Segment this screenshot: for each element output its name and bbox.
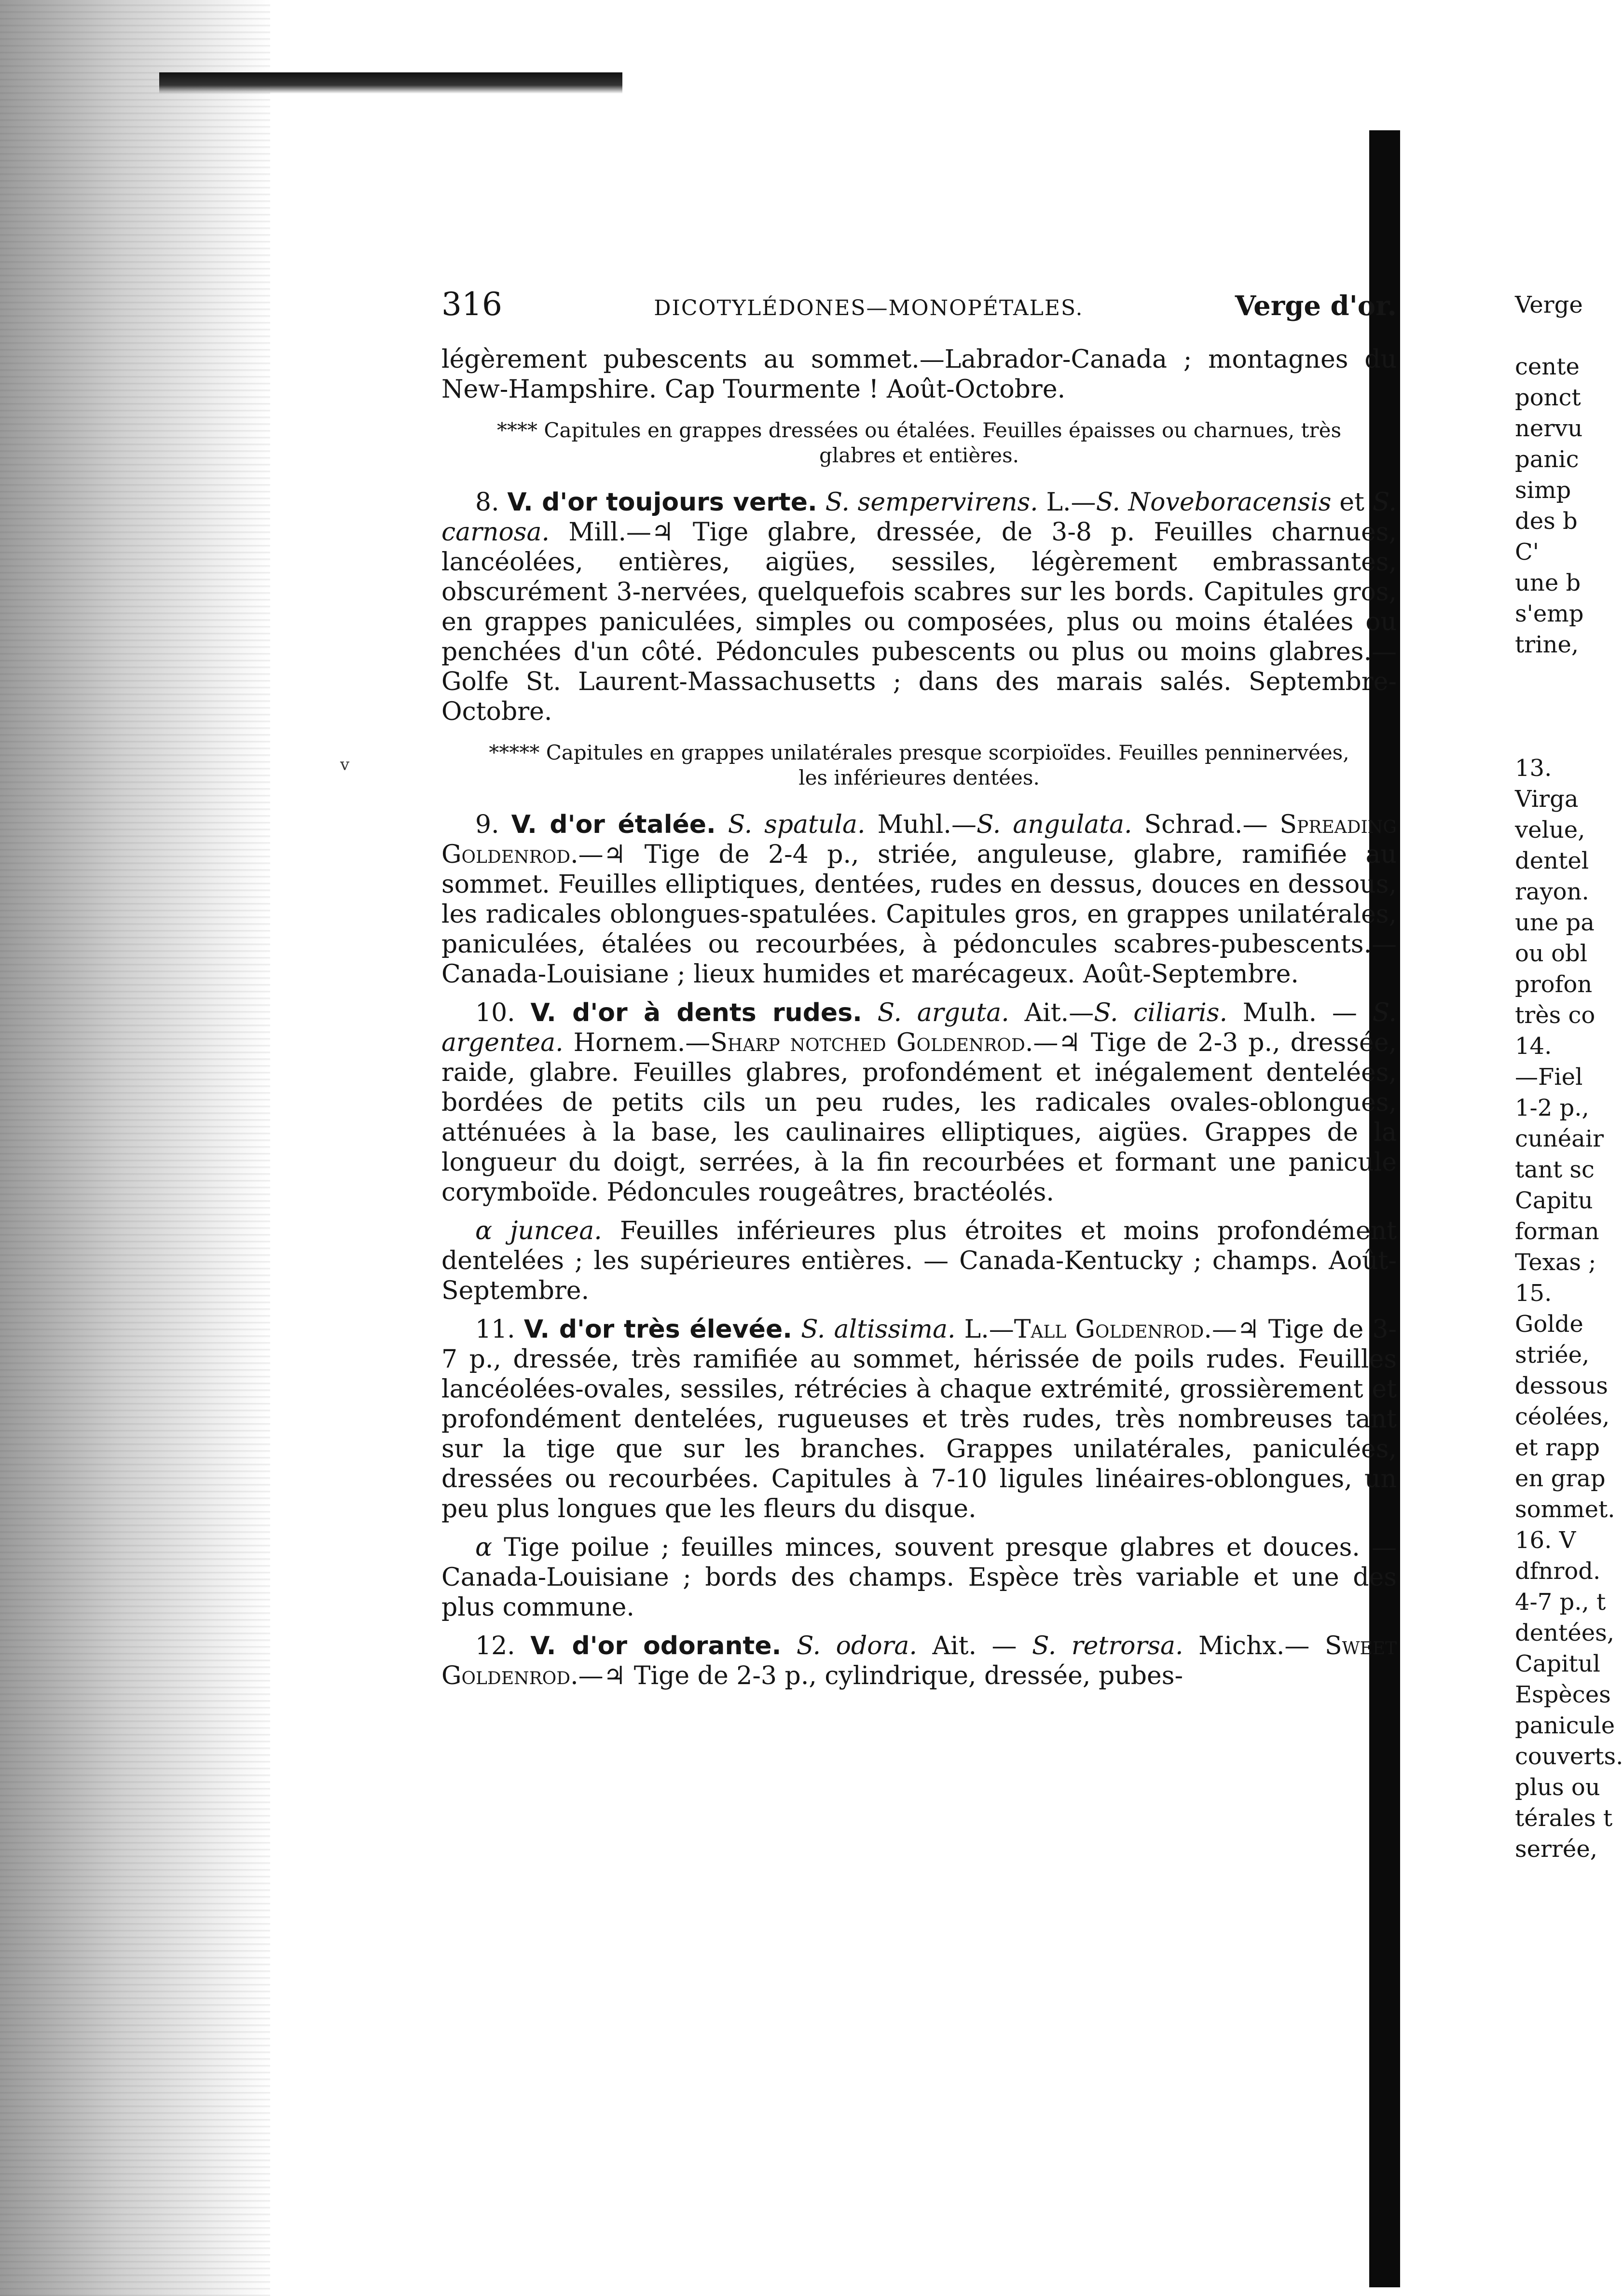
- margin-fragment: céolées,: [1515, 1403, 1610, 1430]
- margin-fragment: térales t: [1515, 1805, 1613, 1832]
- margin-fragment: une b: [1515, 569, 1581, 596]
- margin-fragment: striée,: [1515, 1342, 1590, 1369]
- entry-name: V. d'or à dents rudes.: [530, 998, 862, 1027]
- common-name: Tall Goldenrod.: [1014, 1315, 1212, 1344]
- margin-fragment: [1515, 660, 1611, 691]
- margin-fragment: et rapp: [1515, 1434, 1600, 1461]
- margin-fragment: panic: [1515, 446, 1579, 473]
- variety-letter: α: [475, 1533, 493, 1562]
- group-heading-5: ***** Capitules en grappes unilatérales presque scorpioïdes. Feuilles penninervées, les inférieures dentées.: [489, 741, 1349, 789]
- margin-fragment: cunéair: [1515, 1125, 1604, 1152]
- synonym: S. carnosa.: [441, 488, 1397, 547]
- page-number: 316: [441, 286, 502, 323]
- margin-fragment: une pa: [1515, 909, 1595, 936]
- margin-fragment: 1-2 p.,: [1515, 1094, 1589, 1121]
- margin-fragment: simp: [1515, 477, 1571, 504]
- margin-fragment: 4-7 p., t: [1515, 1589, 1606, 1616]
- author: Mulh. —: [1242, 998, 1357, 1027]
- margin-fragment: Golde: [1515, 1311, 1583, 1338]
- margin-fragment: sommet.: [1515, 1496, 1615, 1523]
- margin-fragment: dfnrod.: [1515, 1558, 1601, 1585]
- latin-name: S. arguta.: [877, 998, 1009, 1027]
- running-right: Verge d'or.: [1235, 290, 1397, 322]
- margin-fragment: Espèces: [1515, 1681, 1611, 1708]
- margin-fragment: 16. V: [1515, 1527, 1576, 1554]
- margin-fragment: cente: [1515, 353, 1580, 380]
- margin-fragment: couverts.: [1515, 1743, 1623, 1770]
- margin-fragment: Verge: [1515, 291, 1583, 318]
- latin-name: S. sempervirens.: [825, 488, 1038, 517]
- description: —♃ Tige de 2-3 p., cylindrique, dressée, pubes-: [578, 1661, 1183, 1690]
- entry-number: 12.: [475, 1632, 515, 1660]
- margin-fragment: Texas ;: [1515, 1249, 1596, 1276]
- synonym: S. Noveboracensis: [1096, 488, 1332, 517]
- latin-name: S. altissima.: [801, 1315, 956, 1344]
- margin-fragment: forman: [1515, 1218, 1599, 1245]
- margin-fragment: s'emp: [1515, 600, 1584, 627]
- margin-fragment: panicule: [1515, 1712, 1615, 1739]
- margin-fragment: 13.: [1515, 755, 1552, 782]
- margin-fragment: dessous: [1515, 1372, 1608, 1399]
- author: L.—: [1046, 488, 1096, 517]
- margin-fragment: —Fiel: [1515, 1064, 1583, 1091]
- margin-fragment: dentel: [1515, 847, 1589, 874]
- running-header: [441, 286, 1397, 323]
- entry-name: V. d'or très élevée.: [523, 1315, 792, 1344]
- entry-name: V. d'or étalée.: [511, 810, 716, 839]
- margin-fragment: ou obl: [1515, 940, 1588, 967]
- margin-fragment: tant sc: [1515, 1156, 1595, 1183]
- margin-fragment: plus ou: [1515, 1774, 1600, 1801]
- margin-fragment: velue,: [1515, 816, 1585, 844]
- entry-number: 8.: [475, 488, 499, 517]
- entry-name: V. d'or odorante.: [530, 1632, 782, 1660]
- variety-11a: [441, 1533, 1397, 1622]
- author: Schrad.—: [1144, 810, 1268, 839]
- book-page: [441, 286, 1397, 1700]
- description: —♃ Tige de 3-7 p., dressée, très ramifiée au sommet, hérissée de poils rudes. Feuilles lancéolées-ovales, sessiles, rétrécies à chaque extrémité, grossièrement et profondément dentelées, rugueuses et très rudes, très nombreuses tant sur la tige que sur les branches. Grappes unilatérales, paniculées, dressées ou recourbées. Capitules à 7-10 ligules linéaires-oblongues, un peu plus longues que les fleurs du disque.: [441, 1315, 1397, 1523]
- entry-number: 11.: [475, 1315, 515, 1344]
- common-name: Sweet Goldenrod.: [441, 1632, 1397, 1690]
- scan-shadow-left: [0, 0, 270, 2296]
- variety-description: Tige poilue ; feuilles minces, souvent presque glabres et douces. —Canada-Louisiane ; bords des champs. Espèce très variable et une des plus commune.: [441, 1533, 1397, 1622]
- margin-fragment: [1515, 722, 1611, 753]
- margin-fragment: des b: [1515, 508, 1578, 535]
- intro-line: légèrement pubescents au sommet.—Labrador-Canada ; montagnes du New-Hampshire. Cap Tourmente ! Août-Octobre.: [441, 345, 1397, 404]
- author: L.—: [964, 1315, 1014, 1344]
- margin-fragment: [1515, 320, 1611, 351]
- variety-letter: α: [475, 1217, 493, 1245]
- description: —♃ Tige de 2-4 p., striée, anguleuse, glabre, ramifiée au sommet. Feuilles elliptiques, dentées, rudes en dessus, douces en dessous, les radicales oblongues-spatulées. Capitules gros, en grappes unilatérales, paniculées, étalées ou recourbées, à pédoncules scabres-pubescents.—Canada-Louisiane ; lieux humides et marécageux. Août-Septembre.: [441, 840, 1397, 989]
- margin-fragment: Capitul: [1515, 1650, 1600, 1677]
- margin-fragment: profon: [1515, 971, 1593, 998]
- entry-9: [441, 810, 1397, 989]
- author: Ait.—: [1024, 998, 1094, 1027]
- variety-10a: [441, 1216, 1397, 1306]
- margin-fragment: dentées,: [1515, 1619, 1615, 1646]
- scan-shadow-top: [159, 72, 622, 94]
- running-title: DICOTYLÉDONES—MONOPÉTALES.: [654, 296, 1084, 320]
- margin-mark: v: [340, 755, 350, 775]
- margin-fragment: 14.: [1515, 1033, 1552, 1060]
- description: —♃ Tige de 2-3 p., dressée, raide, glabre. Feuilles glabres, profondément et inégalement dentelées, bordées de petits cils un peu rudes, les radicales ovales-oblongues, atténuées à la base, les caulinaires elliptiques, aigües. Grappes de la longueur du doigt, serrées, à la fin recourbées et formant une panicule corymboïde. Pédoncules rougeâtres, bractéolés.: [441, 1028, 1397, 1207]
- margin-fragment: Capitu: [1515, 1187, 1593, 1214]
- margin-fragment: trine,: [1515, 631, 1579, 658]
- margin-fragment: ponct: [1515, 384, 1581, 411]
- margin-fragment: Virga: [1515, 786, 1579, 813]
- margin-fragment: [1515, 691, 1611, 722]
- margin-fragment: serrée,: [1515, 1836, 1597, 1863]
- margin-fragment: en grap: [1515, 1465, 1606, 1492]
- common-name: Sharp notched Goldenrod.: [710, 1028, 1033, 1057]
- synonym: S. angulata.: [976, 810, 1132, 839]
- synonym: S. argentea.: [441, 998, 1397, 1057]
- common-name: Spreading Goldenrod.: [441, 810, 1397, 869]
- entry-number: 9.: [475, 810, 499, 839]
- entry-11: [441, 1314, 1397, 1524]
- synonym: S. retrorsa.: [1032, 1632, 1183, 1660]
- margin-fragment: C': [1515, 539, 1539, 566]
- latin-name: S. odora.: [796, 1632, 917, 1660]
- margin-fragment: 15.: [1515, 1280, 1552, 1307]
- description: Mill.—♃ Tige glabre, dressée, de 3-8 p. Feuilles charnues, lancéolées, entières, aigües, sessiles, légèrement embrassantes, obscurément 3-nervées, quelquefois scabres sur les bords. Capitules gros, en grappes paniculées, simples ou composées, plus ou moins étalées ou penchées d'un côté. Pédoncules pubescents ou plus ou moins glabres.—Golfe St. Laurent-Massachusetts ; dans des marais salés. Septembre-Octobre.: [441, 518, 1397, 726]
- variety-description: Feuilles inférieures plus étroites et moins profondément dentelées ; les supérieures entières. — Canada-Kentucky ; champs. Août-Septembre.: [441, 1217, 1397, 1305]
- latin-name: S. spatula.: [728, 810, 866, 839]
- entry-12: [441, 1631, 1397, 1691]
- author: Ait. —: [932, 1632, 1017, 1660]
- author: Muhl.—: [877, 810, 977, 839]
- connector: et: [1339, 488, 1364, 517]
- author: Hornem.—: [573, 1028, 711, 1057]
- entry-name: V. d'or toujours verte.: [507, 488, 817, 517]
- margin-fragment: rayon.: [1515, 878, 1589, 905]
- margin-fragment: très co: [1515, 1002, 1595, 1029]
- facing-page-fragments: [1515, 290, 1623, 1865]
- synonym: S. ciliaris.: [1094, 998, 1227, 1027]
- entry-10: [441, 998, 1397, 1207]
- author: Michx.—: [1198, 1632, 1310, 1660]
- group-heading-4: **** Capitules en grappes dressées ou étalées. Feuilles épaisses ou charnues, très glabres et entières.: [497, 418, 1341, 467]
- variety-name: juncea.: [510, 1217, 602, 1245]
- margin-fragment: nervu: [1515, 415, 1583, 442]
- entry-number: 10.: [475, 998, 515, 1027]
- entry-8: [441, 487, 1397, 727]
